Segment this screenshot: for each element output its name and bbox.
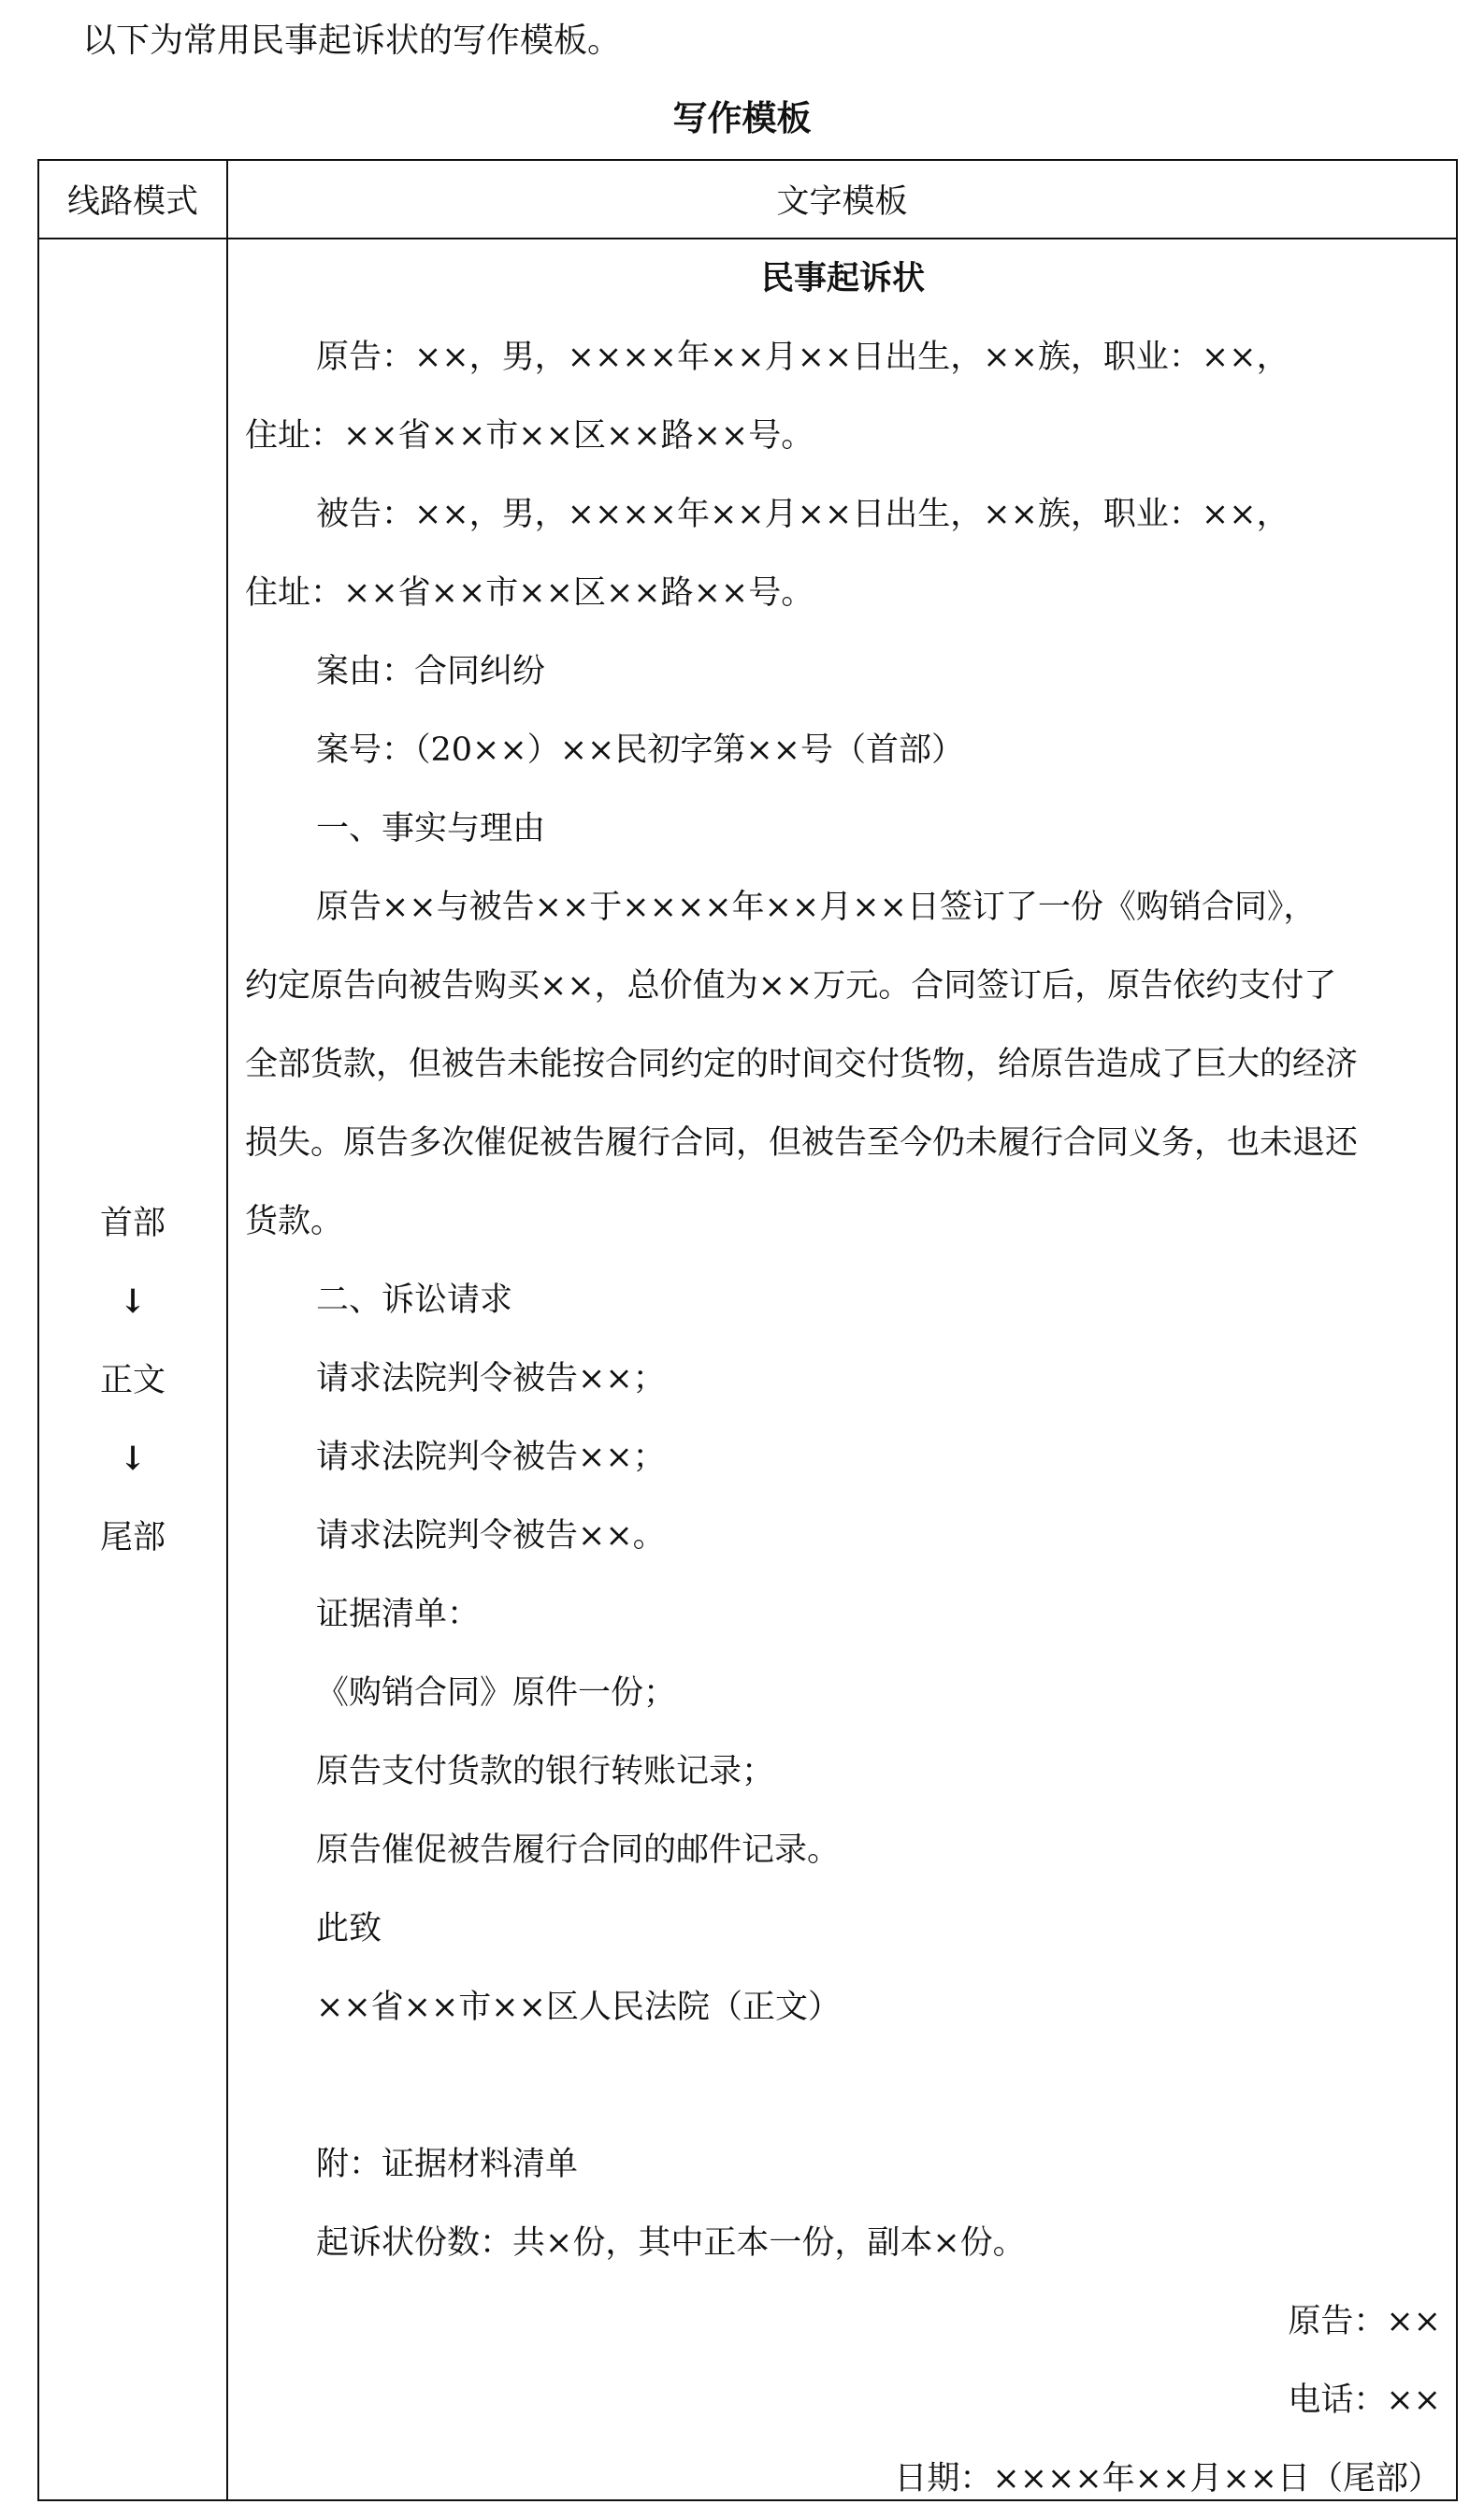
doc-title: 民事起诉状 [760, 259, 925, 297]
facts-paragraph-line: 原告××与被告××于××××年××月××日签订了一份《购销合同》， [316, 889, 1317, 926]
evidence-item: 原告支付货款的银行转账记录； [316, 1753, 775, 1790]
copies-note: 起诉状份数：共×份，其中正本一份，副本×份。 [316, 2224, 1026, 2262]
signature-plaintiff: 原告：×× [1288, 2303, 1441, 2340]
defendant-info: 被告：××，男，××××年××月××日出生，××族，职业：××， [316, 496, 1289, 533]
table-title: 写作模板 [672, 97, 812, 138]
mode-step-body: 正文 [99, 1362, 166, 1399]
attachment-note: 附：证据材料清单 [316, 2146, 579, 2183]
template-table [37, 159, 1458, 2501]
court-name: ××省××市××区人民法院（正文） [316, 1989, 841, 2026]
header-mode: 线路模式 [66, 183, 198, 221]
salutation: 此致 [316, 1910, 382, 1947]
defendant-address: 住址：××省××市××区××路××号。 [245, 574, 814, 612]
case-number: 案号：（20××）××民初字第××号（首部） [316, 731, 964, 769]
evidence-item: 原告催促被告履行合同的邮件记录。 [316, 1831, 841, 1869]
column-divider [226, 161, 228, 2499]
mode-step-tail: 尾部 [99, 1519, 166, 1556]
facts-paragraph-line: 全部货款，但被告未能按合同约定的时间交付货物，给原告造成了巨大的经济 [245, 1046, 1359, 1083]
claim-item: 请求法院判令被告××。 [316, 1517, 666, 1555]
signature-phone: 电话：×× [1288, 2381, 1441, 2419]
mode-flow [39, 1184, 226, 1577]
intro-text: 以下为常用民事起诉状的写作模板。 [82, 22, 622, 60]
section-claims-title: 二、诉讼请求 [316, 1281, 513, 1319]
facts-paragraph-line: 约定原告向被告购买××，总价值为××万元。合同签订后，原告依约支付了 [245, 967, 1337, 1005]
signature-date: 日期：××××年××月××日（尾部） [894, 2460, 1441, 2497]
facts-paragraph-line: 损失。原告多次催促被告履行合同，但被告至今仍未履行合同义务，也未退还 [245, 1124, 1359, 1162]
spacer [245, 2047, 1441, 2125]
down-arrow-icon: ↓ [119, 1440, 147, 1478]
mode-step-head: 首部 [99, 1205, 166, 1242]
plaintiff-info: 原告：××，男，××××年××月××日出生，××族，职业：××， [316, 339, 1289, 376]
claim-item: 请求法院判令被告××； [316, 1439, 666, 1476]
template-content [245, 239, 1441, 2518]
down-arrow-icon: ↓ [119, 1282, 147, 1321]
claim-item: 请求法院判令被告××； [316, 1360, 666, 1397]
evidence-item: 《购销合同》原件一份； [316, 1674, 677, 1712]
section-facts-title: 一、事实与理由 [316, 810, 546, 847]
plaintiff-address: 住址：××省××市××区××路××号。 [245, 417, 814, 455]
evidence-title: 证据清单： [316, 1596, 481, 1633]
facts-paragraph-line: 货款。 [245, 1203, 344, 1240]
case-cause: 案由：合同纠纷 [316, 653, 546, 690]
header-template: 文字模板 [776, 183, 908, 221]
